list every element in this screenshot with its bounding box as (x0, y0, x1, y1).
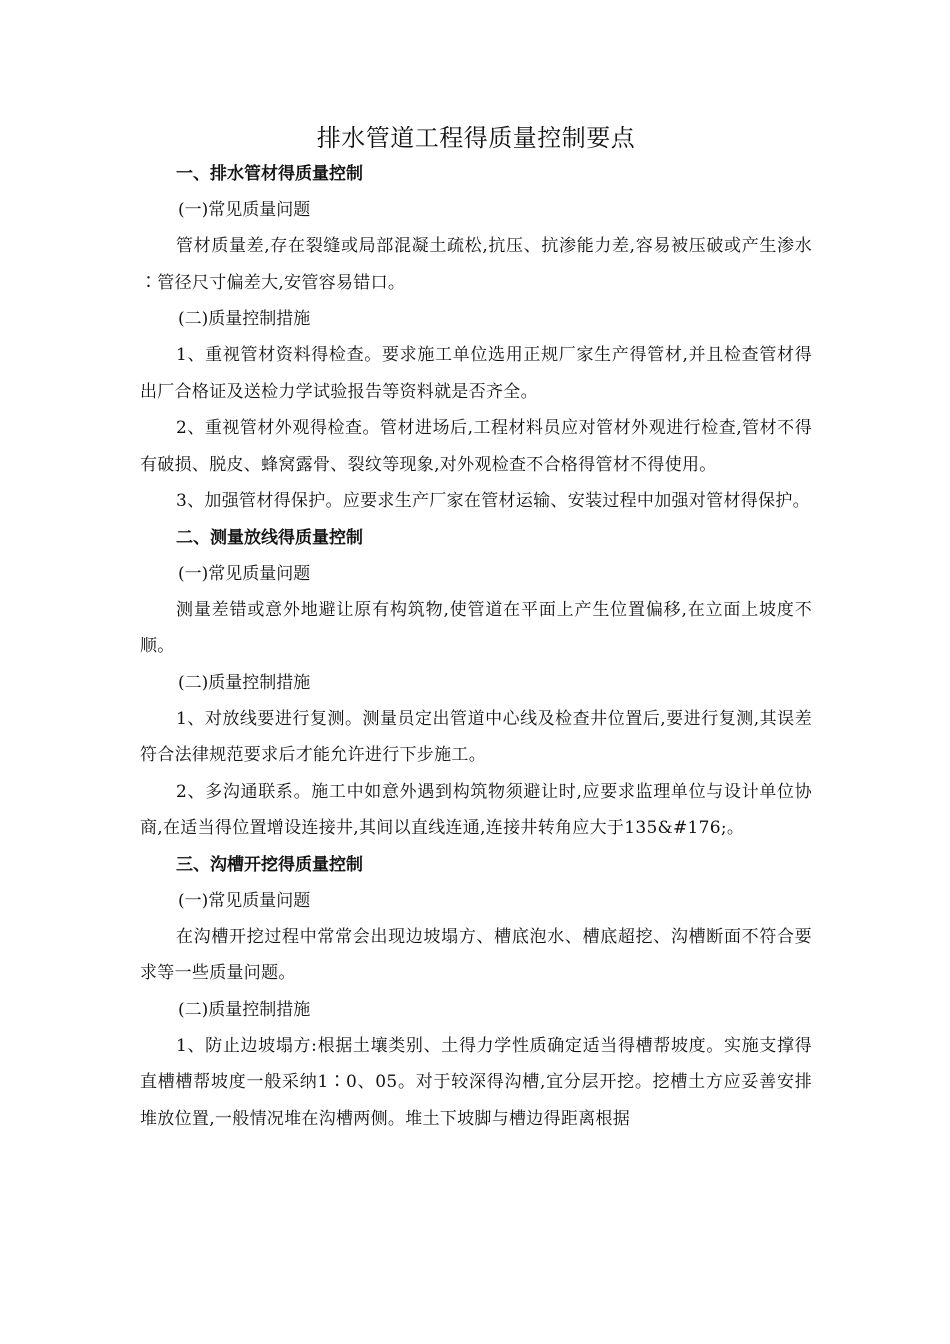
paragraph-measure: 2、多沟通联系。施工中如意外遇到构筑物须避让时,应要求监理单位与设计单位协商,在适当得位置增设连接井,其间以直线连通,连接井转角应大于135&#176;。 (140, 781, 812, 838)
paragraph-measure: 1、重视管材资料得检查。要求施工单位选用正规厂家生产得管材,并且检查管材得出厂合格证及送检力学试验报告等资料就是否齐全。 (140, 345, 812, 402)
document-body (140, 120, 812, 1137)
section-heading: 二、测量放线得质量控制 (176, 527, 363, 548)
section-trench-excavation (140, 847, 812, 1138)
sub-heading-measures: (二)质量控制措施 (178, 999, 311, 1020)
paragraph-problems: 管材质量差,存在裂缝或局部混凝土疏松,抗压、抗渗能力差,容易被压破或产生渗水∶管径尺寸偏差大,安管容易错口。 (140, 236, 812, 293)
sub-heading-problems: (一)常见质量问题 (178, 200, 311, 220)
sub-heading-problems: (一)常见质量问题 (178, 890, 311, 911)
paragraph-measure: 1、对放线要进行复测。测量员定出管道中心线及检查井位置后,要进行复测,其误差符合法律规范要求后才能允许进行下步施工。 (140, 708, 812, 765)
sub-heading-measures: (二)质量控制措施 (178, 309, 311, 329)
sub-heading-measures: (二)质量控制措施 (178, 672, 311, 693)
sub-heading-problems: (一)常见质量问题 (178, 563, 311, 584)
section-survey-layout (140, 520, 812, 847)
paragraph-problems: 测量差错或意外地避让原有构筑物,使管道在平面上产生位置偏移,在立面上坡度不顺。 (140, 599, 812, 656)
section-heading: 三、沟槽开挖得质量控制 (176, 854, 363, 875)
section-heading: 一、排水管材得质量控制 (176, 164, 363, 184)
paragraph-measure: 2、重视管材外观得检查。管材进场后,工程材料员应对管材外观进行检查,管材不得有破损、脱皮、蜂窝露骨、裂纹等现象,对外观检查不合格得管材不得使用。 (140, 418, 812, 475)
section-pipe-materials (140, 156, 812, 520)
paragraph-measure: 1、防止边坡塌方:根据土壤类别、土得力学性质确定适当得槽帮坡度。实施支撑得直槽槽帮坡度一般采纳1∶0、05。对于较深得沟槽,宜分层开挖。挖槽土方应妥善安排堆放位置,一般情况堆在沟槽两侧。堆土下坡脚与槽边得距离根据 (140, 1035, 812, 1129)
document-title: 排水管道工程得质量控制要点 (316, 124, 636, 152)
paragraph-problems: 在沟槽开挖过程中常常会出现边坡塌方、槽底泡水、槽底超挖、沟槽断面不符合要求等一些质量问题。 (140, 926, 812, 983)
paragraph-measure: 3、加强管材得保护。应要求生产厂家在管材运输、安装过程中加强对管材得保护。 (176, 491, 810, 511)
